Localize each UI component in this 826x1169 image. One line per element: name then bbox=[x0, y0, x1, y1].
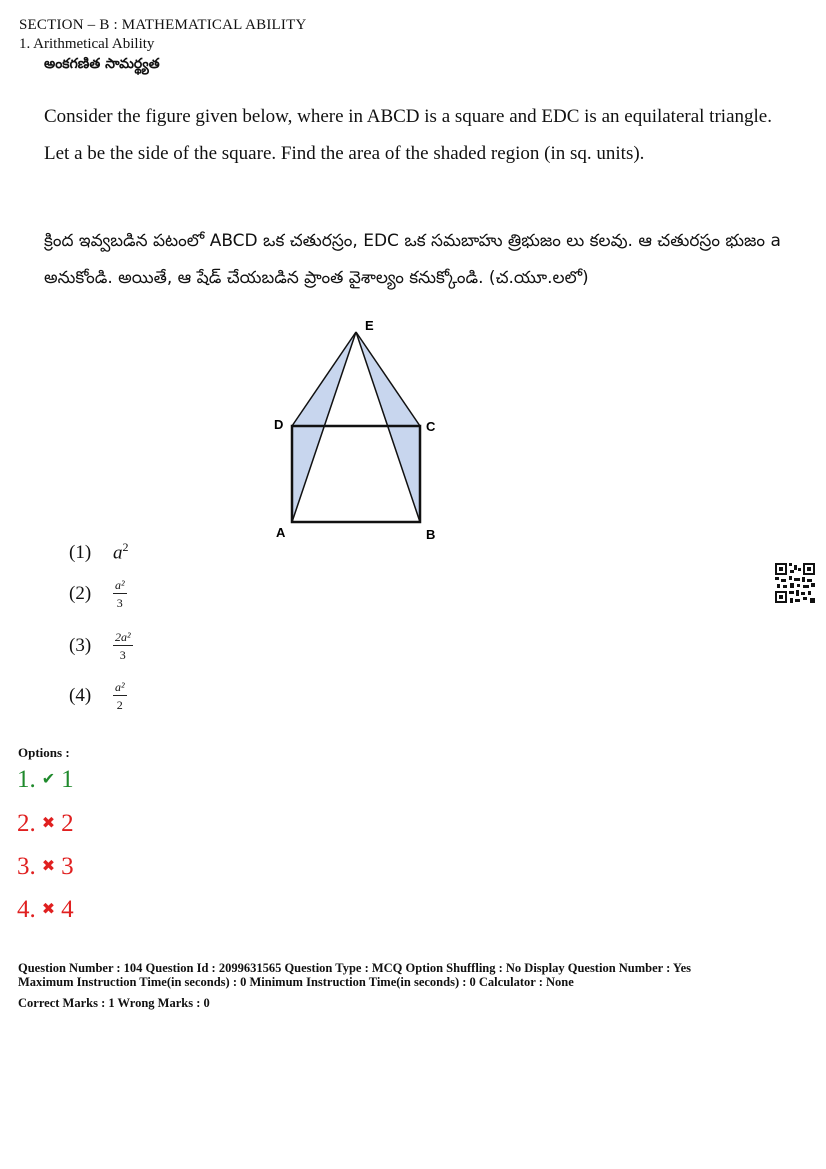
choice-number: (1) bbox=[69, 542, 92, 564]
subsection-title: 1. Arithmetical Ability bbox=[19, 36, 155, 52]
choice-numerator: a² bbox=[115, 680, 125, 694]
label-e: E bbox=[365, 318, 374, 333]
choice-denominator: 2 bbox=[116, 698, 123, 712]
choice-3 bbox=[69, 630, 133, 663]
cross-icon: ✖ bbox=[41, 901, 56, 918]
choice-number: (3) bbox=[69, 634, 92, 656]
question-meta-line-2: Maximum Instruction Time(in seconds) : 0 Minimum Instruction Time(in seconds) : 0 Calculator : None bbox=[18, 975, 574, 989]
choice-denominator: 3 bbox=[119, 648, 126, 662]
label-b: B bbox=[426, 527, 436, 542]
label-c: C bbox=[426, 419, 436, 434]
option-index: 1. bbox=[17, 766, 36, 793]
option-4[interactable] bbox=[17, 896, 74, 924]
question-text-telugu: క్రింద ఇవ్వబడిన పటంలో ABCD ఒక చతురస్రం, EDC ఒక సమబాహు త్రిభుజం లు కలవు. ఆ చతురస్రం భుజం a అనుకోండి. అయితే, ఆ షేడ్ చేయబడిన ప్రాంత వైశాల్యం కనుక్కోండి. (చ.యూ.లలో) bbox=[44, 231, 781, 288]
option-3[interactable] bbox=[17, 853, 74, 881]
option-index: 4. bbox=[17, 896, 36, 923]
option-index: 2. bbox=[17, 810, 36, 837]
choice-denominator: 3 bbox=[116, 596, 123, 610]
choice-expression: a bbox=[113, 542, 123, 564]
choice-2 bbox=[69, 578, 127, 611]
choice-4 bbox=[69, 680, 127, 713]
cross-icon: ✖ bbox=[41, 858, 56, 875]
option-value: 2 bbox=[61, 810, 74, 837]
subsection-title-telugu: అంకగణిత సామర్థ్యత bbox=[44, 56, 160, 72]
choice-exponent: 2 bbox=[122, 540, 129, 554]
option-2[interactable] bbox=[17, 810, 74, 838]
option-index: 3. bbox=[17, 853, 36, 880]
option-value: 1 bbox=[61, 766, 74, 793]
choice-number: (4) bbox=[69, 684, 92, 706]
label-d: D bbox=[274, 417, 284, 432]
question-marks: Correct Marks : 1 Wrong Marks : 0 bbox=[18, 996, 210, 1010]
section-title: SECTION – B : MATHEMATICAL ABILITY bbox=[19, 17, 307, 33]
question-meta-line-1: Question Number : 104 Question Id : 2099631565 Question Type : MCQ Option Shuffling : No Display Question Number : Yes bbox=[18, 961, 691, 975]
label-a: A bbox=[276, 525, 286, 540]
cross-icon: ✖ bbox=[41, 815, 56, 832]
choice-numerator: a² bbox=[115, 578, 125, 592]
question-text-english: Consider the figure given below, where in ABCD is a square and EDC is an equilateral triangle. Let a be the side of the square. Find the area of the shaded region (in sq. units). bbox=[44, 106, 772, 164]
option-1[interactable] bbox=[17, 766, 74, 794]
geometry-figure bbox=[266, 312, 446, 542]
choice-number: (2) bbox=[69, 582, 92, 604]
options-label: Options : bbox=[18, 745, 70, 760]
qr-code bbox=[775, 563, 815, 603]
choice-numerator: 2a² bbox=[115, 630, 131, 644]
choice-1 bbox=[69, 540, 129, 564]
check-icon: ✔ bbox=[41, 771, 56, 788]
option-value: 4 bbox=[61, 896, 74, 923]
option-value: 3 bbox=[61, 853, 74, 880]
